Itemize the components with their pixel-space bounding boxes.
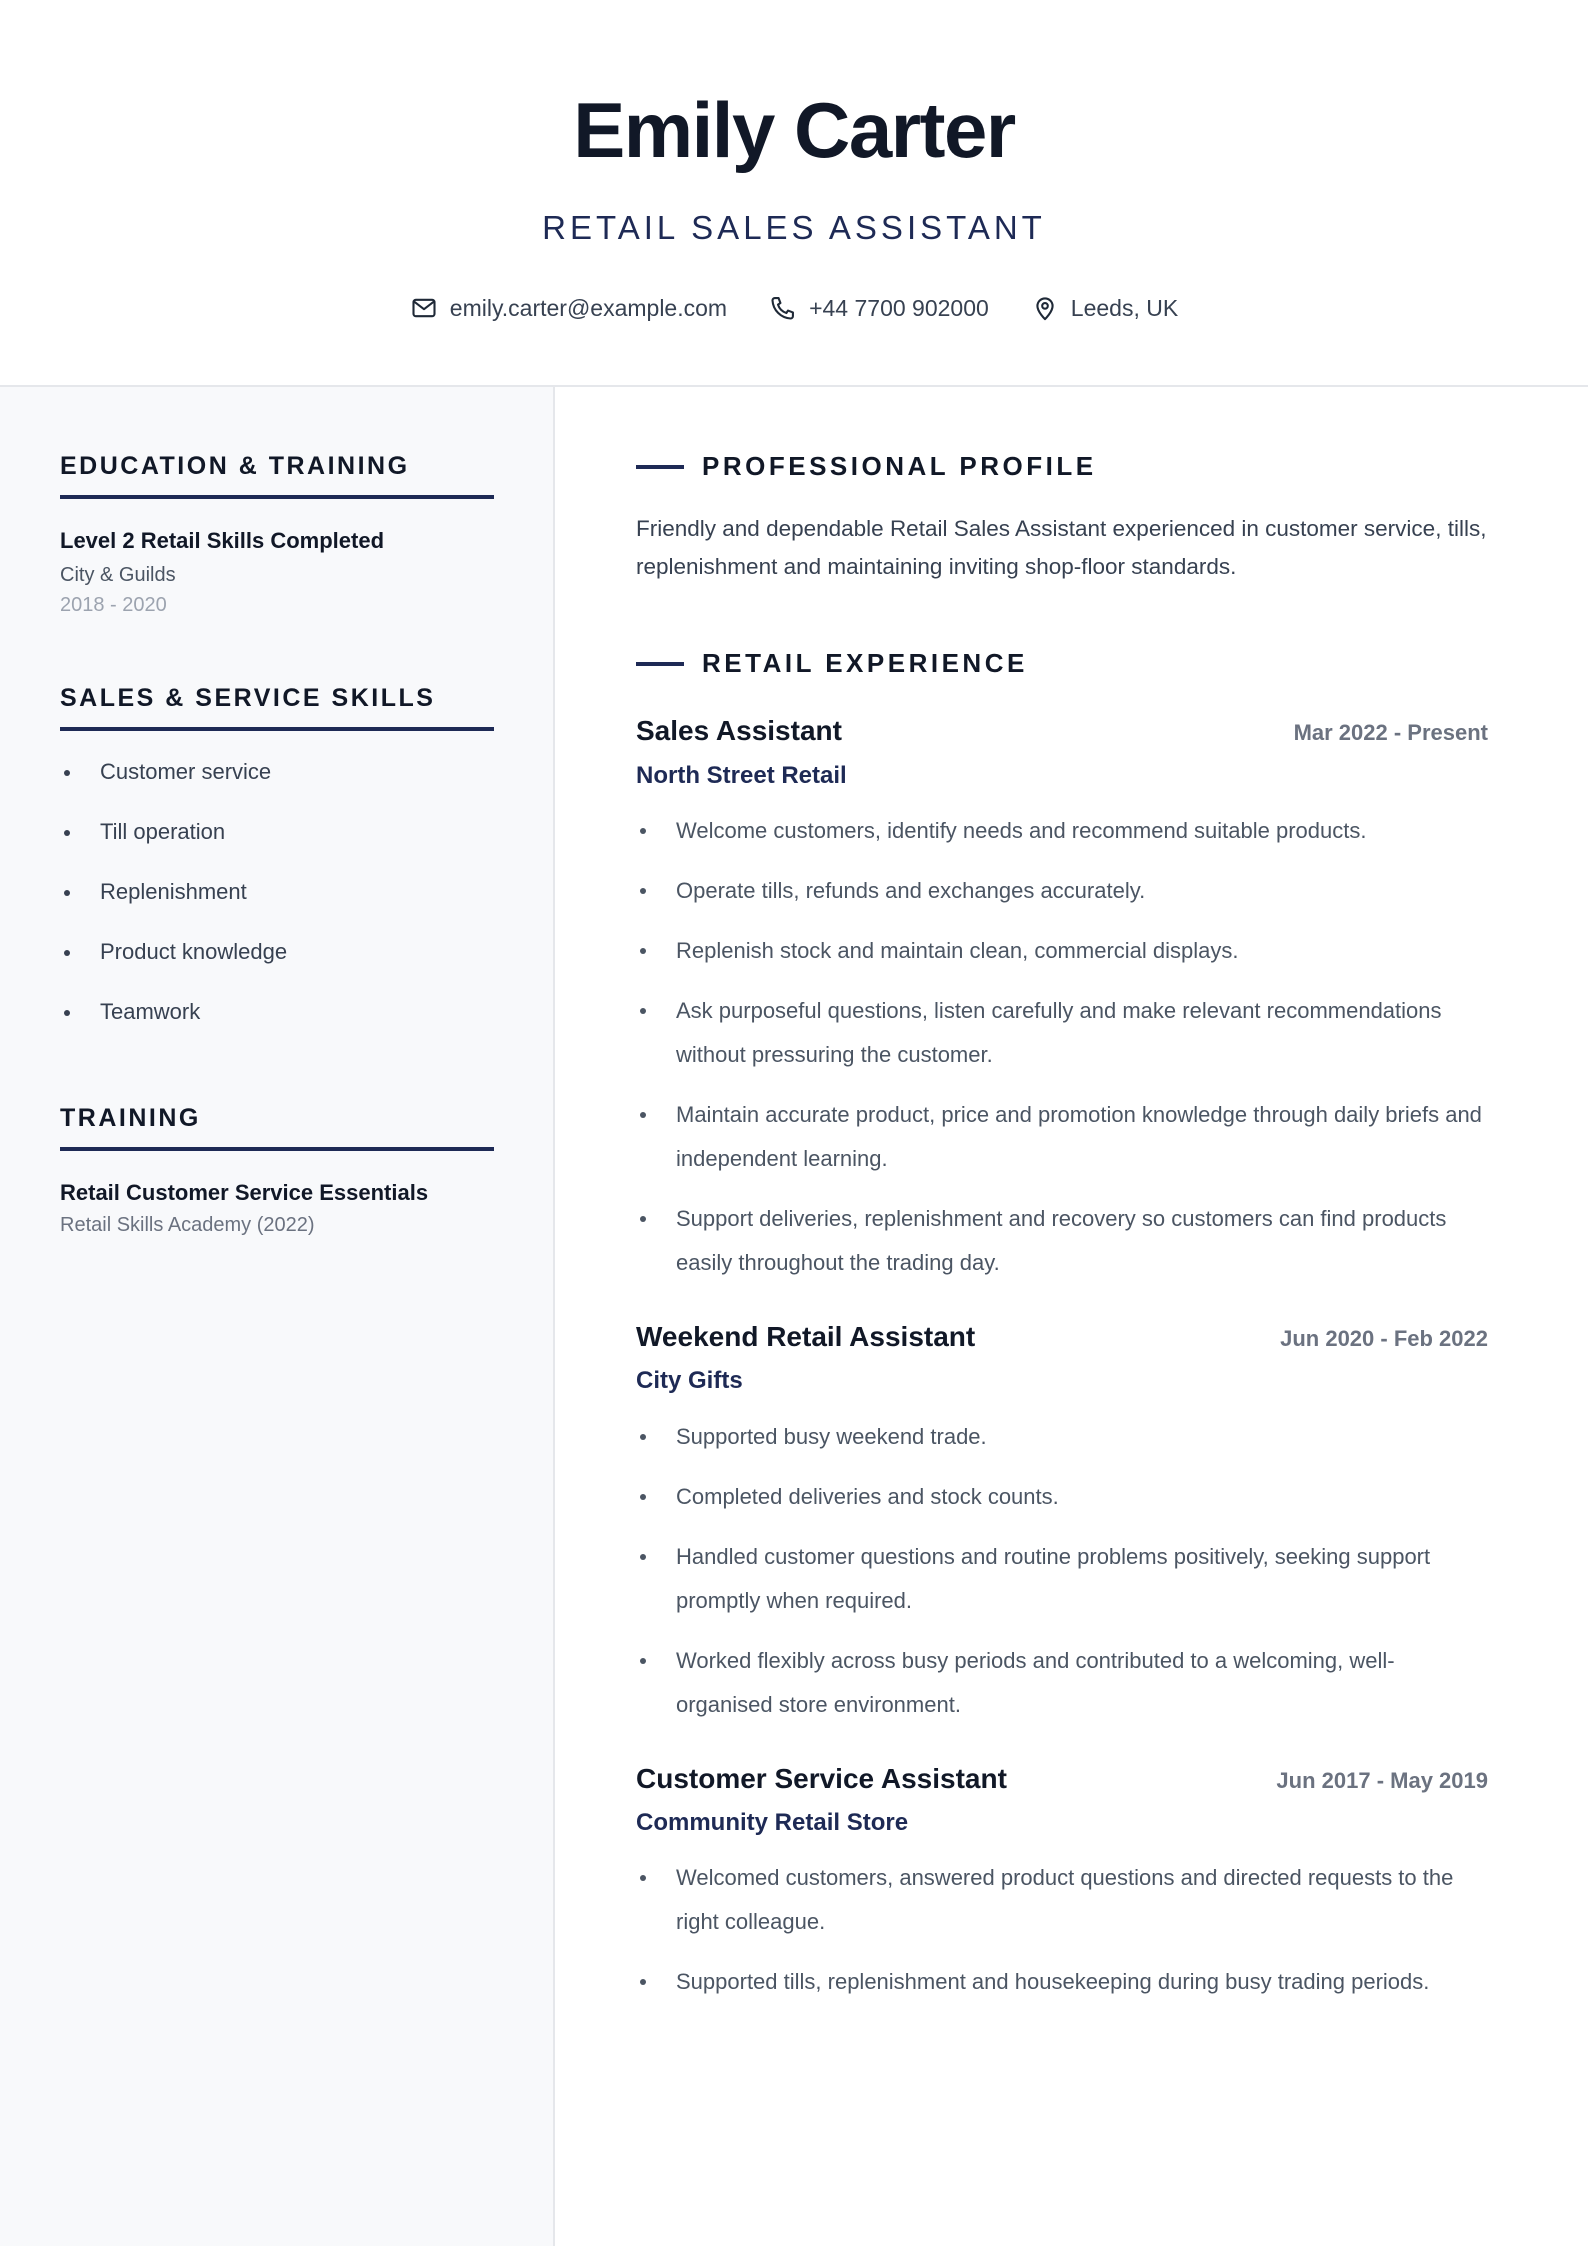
experience-heading: RETAIL EXPERIENCE: [702, 648, 1028, 679]
job-bullet: Ask purposeful questions, listen carefully and make relevant recommendations without pressuring the customer.: [636, 989, 1488, 1077]
skills-list: [60, 757, 494, 1057]
contact-phone: [769, 292, 989, 324]
job-bullet: Welcomed customers, answered product questions and directed requests to the right colleague.: [636, 1856, 1488, 1944]
job-bullets: [636, 1415, 1488, 1727]
job-header: [636, 713, 1488, 749]
job-entry: [636, 1761, 1488, 2005]
education-title: Level 2 Retail Skills Completed: [60, 528, 385, 553]
job-dates: Mar 2022 - Present: [1293, 720, 1488, 746]
job-bullet: Operate tills, refunds and exchanges accurately.: [636, 869, 1488, 913]
contact-row: [0, 292, 1588, 324]
job-company: Community Retail Store: [636, 1808, 909, 1836]
profile-heading-row: [636, 451, 1488, 482]
job-bullet: Maintain accurate product, price and promotion knowledge through daily briefs and independent learning.: [636, 1093, 1488, 1181]
profile-heading: PROFESSIONAL PROFILE: [702, 451, 1097, 481]
job-header: [636, 1761, 1488, 1797]
contact-email: [410, 292, 727, 324]
education-heading: EDUCATION & TRAINING: [60, 451, 494, 499]
job-bullet: Worked flexibly across busy periods and contributed to a welcoming, well-organised store environment.: [636, 1639, 1488, 1727]
job-bullets: [636, 809, 1488, 1285]
training-section: [60, 1103, 494, 1238]
job-dates: Jun 2017 - May 2019: [1276, 1767, 1488, 1793]
skill-item: Product knowledge: [60, 937, 494, 997]
mail-icon: [410, 294, 438, 322]
skills-section: [60, 683, 494, 1057]
job-title: Weekend Retail Assistant: [636, 1320, 976, 1352]
location-text: Leeds, UK: [1070, 295, 1179, 321]
heading-rule: [636, 662, 684, 666]
phone-text: +44 7700 902000: [809, 295, 989, 321]
education-org: City & Guilds: [60, 563, 176, 586]
job-entry: [636, 713, 1488, 1285]
job-company: City Gifts: [636, 1367, 743, 1395]
skill-item: Till operation: [60, 817, 494, 877]
profile-section: [636, 451, 1488, 586]
job-title: Customer Service Assistant: [636, 1762, 1007, 1794]
profile-text: Friendly and dependable Retail Sales Assistant experienced in customer service, tills, replenishment and maintaining inviting shop-floor standards.: [636, 516, 1487, 580]
job-bullet: Supported busy weekend trade.: [636, 1415, 1488, 1459]
job-header: [636, 1319, 1488, 1355]
phone-icon: [769, 294, 797, 322]
job-dates: Jun 2020 - Feb 2022: [1280, 1325, 1488, 1351]
education-section: [60, 451, 494, 618]
sidebar: [0, 387, 555, 2246]
candidate-name: Emily Carter: [573, 86, 1015, 174]
job-bullet: Supported tills, replenishment and housekeeping during busy trading periods.: [636, 1960, 1488, 2004]
job-bullet: Welcome customers, identify needs and recommend suitable products.: [636, 809, 1488, 853]
training-title: Retail Customer Service Essentials: [60, 1180, 429, 1205]
email-text: emily.carter@example.com: [449, 295, 728, 321]
training-heading: TRAINING: [60, 1103, 494, 1151]
skill-item: Teamwork: [60, 997, 494, 1057]
resume-header: [0, 0, 1588, 387]
job-entry: [636, 1319, 1488, 1727]
education-dates: 2018 - 2020: [60, 593, 167, 616]
experience-section: [636, 648, 1488, 2004]
job-bullet: Replenish stock and maintain clean, commercial displays.: [636, 929, 1488, 973]
job-bullet: Handled customer questions and routine problems positively, seeking support promptly when required.: [636, 1535, 1488, 1623]
heading-rule: [636, 465, 684, 469]
skill-item: Customer service: [60, 757, 494, 817]
location-pin-icon: [1031, 294, 1059, 322]
main-content: [636, 387, 1488, 2020]
skills-heading: SALES & SERVICE SKILLS: [60, 683, 494, 731]
experience-heading-row: [636, 648, 1488, 679]
job-bullets: [636, 1856, 1488, 2004]
job-bullet: Completed deliveries and stock counts.: [636, 1475, 1488, 1519]
training-org: Retail Skills Academy (2022): [60, 1213, 315, 1236]
job-bullet: Support deliveries, replenishment and recovery so customers can find products easily throughout the trading day.: [636, 1197, 1488, 1285]
job-title: Sales Assistant: [636, 715, 842, 747]
job-company: North Street Retail: [636, 761, 847, 789]
candidate-role: RETAIL SALES ASSISTANT: [542, 209, 1046, 246]
contact-location: [1031, 292, 1178, 324]
skill-item: Replenishment: [60, 877, 494, 937]
